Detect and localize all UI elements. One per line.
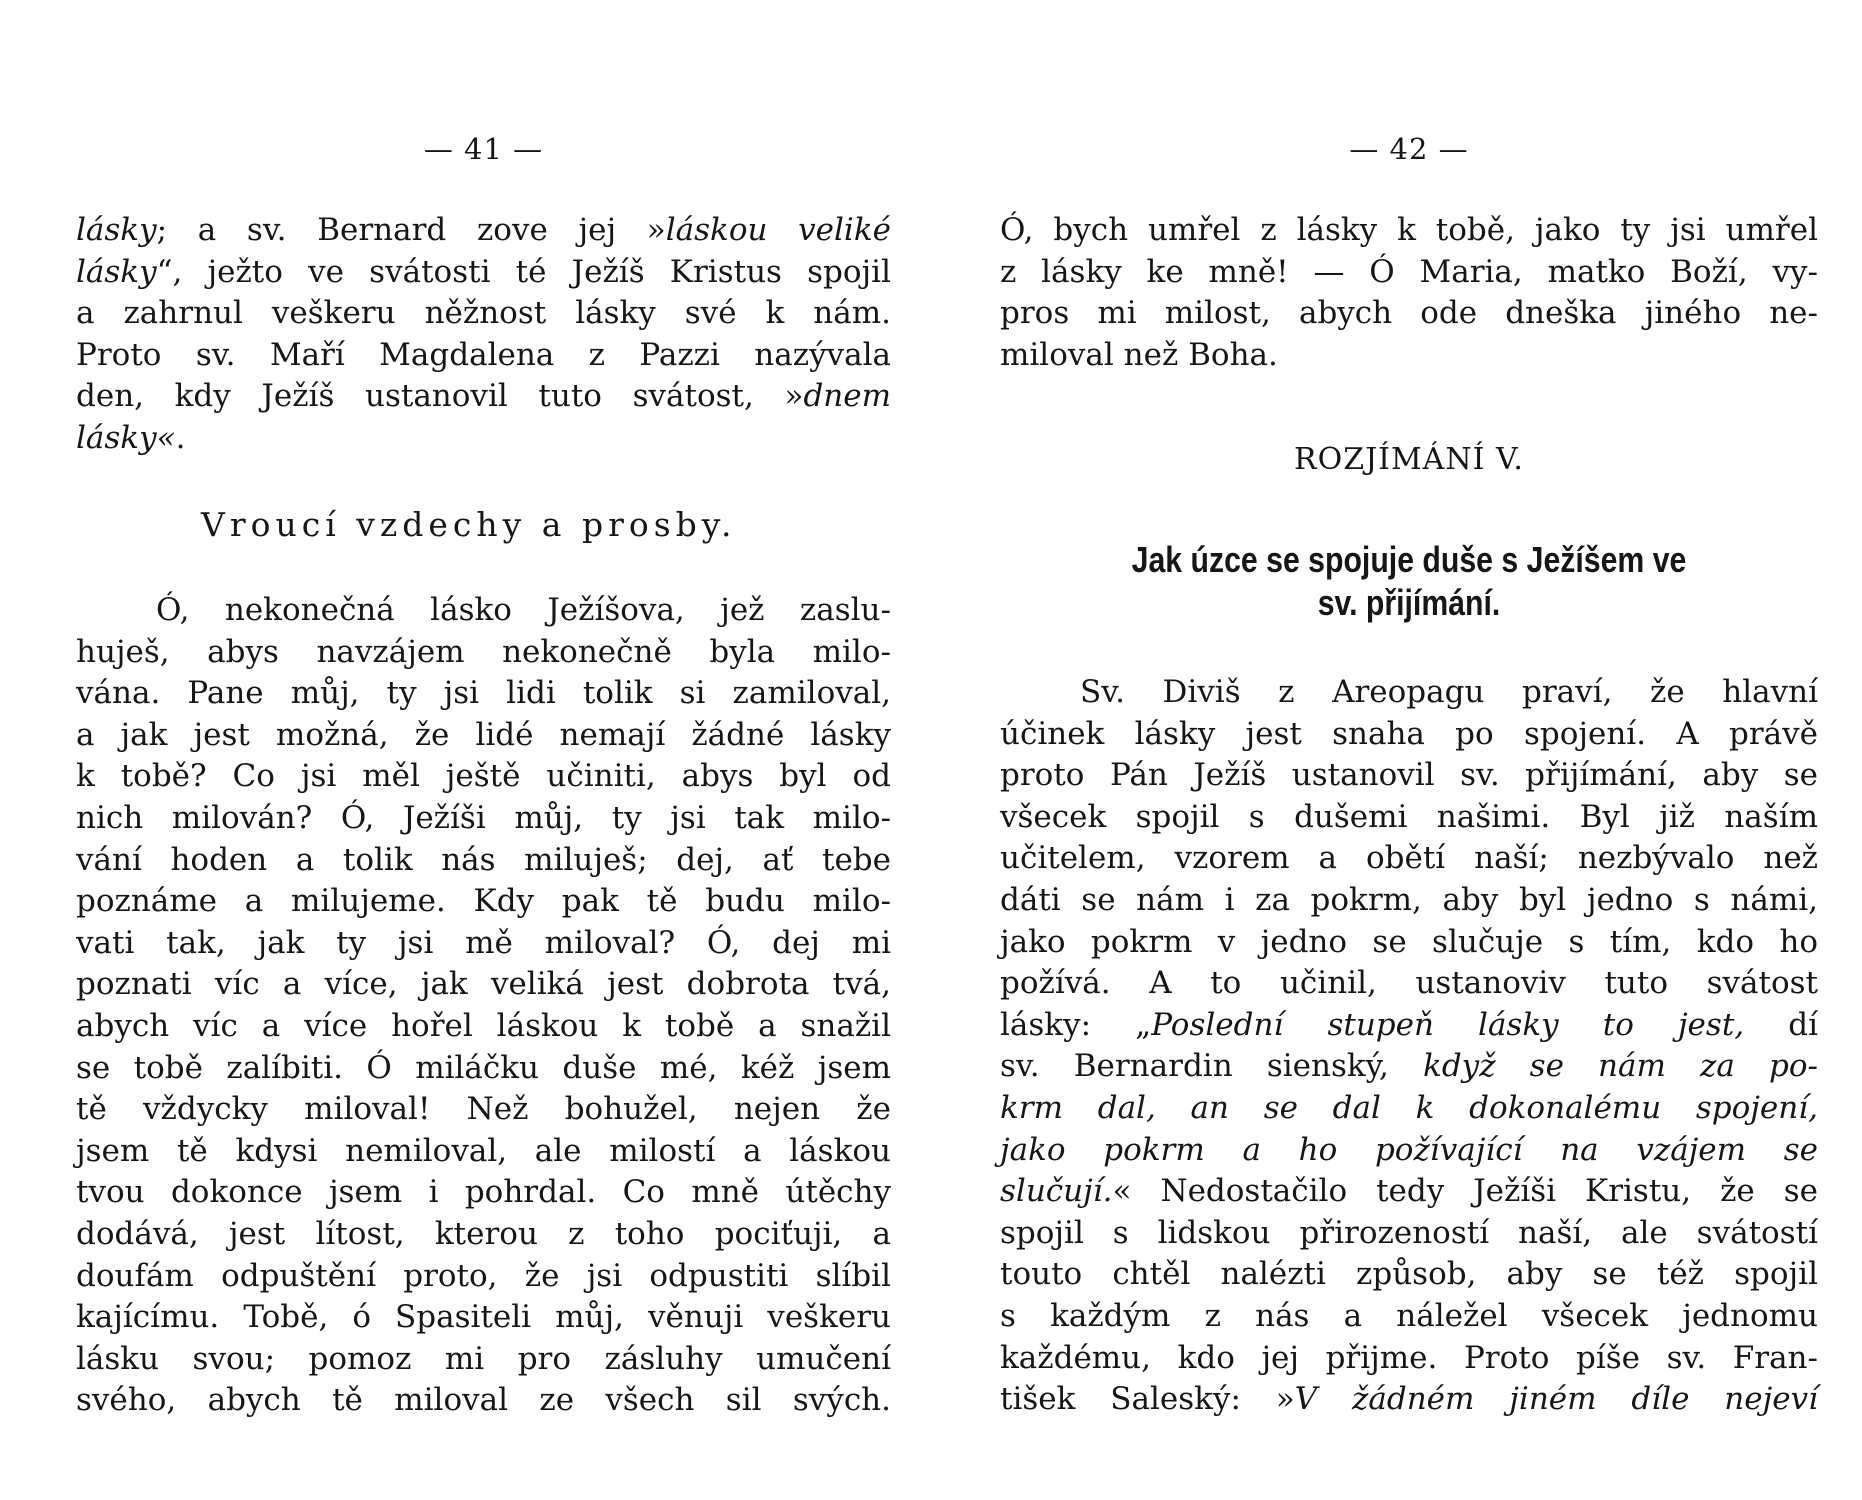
text-line [76, 418, 891, 460]
text-segment: Sv. Diviš z Areopagu praví, že hlavní [1080, 674, 1818, 710]
section-label: ROZJÍMÁNÍ V. [1294, 442, 1524, 477]
text-line [1000, 714, 1818, 756]
text-line [1000, 1213, 1818, 1255]
text-segment: proto Pán Ježíš ustanovil sv. přijímání, aby se [1000, 757, 1818, 794]
text-line: nich milován? Ó, Ježíši můj, ty jsi tak milo- [76, 799, 891, 836]
italic-text: jako pokrm a ho požívající na vzájem se [1000, 1131, 1818, 1168]
text-line [1000, 1338, 1818, 1380]
text-line [1000, 1171, 1818, 1213]
italic-text: lásky [76, 253, 157, 290]
text-line [76, 376, 891, 418]
right-top-paragraph [1000, 210, 1818, 376]
text-line: poznati víc a více, jak veliká jest dobrota tvá, [76, 966, 891, 1003]
text-line: kajícímu. Tobě, ó Spasiteli můj, věnuji veškeru [76, 1299, 891, 1336]
text-segment: sv. Bernardin sienský, [1000, 1048, 1424, 1085]
text-line: jsem tě kdysi nemiloval, ale milostí a láskou [76, 1132, 891, 1169]
subheading: Vroucí vzdechy a prosby. [201, 505, 737, 544]
text-segment: účinek lásky jest snaha po spojení. A právě [1000, 715, 1818, 752]
text-line [1000, 922, 1818, 964]
text-segment: “, ježto ve svátosti té Ježíš Kristus spojil [156, 253, 891, 290]
text-line [76, 335, 891, 377]
section-heading [1065, 538, 1752, 624]
text-line [1000, 797, 1818, 839]
italic-text: lásky« [76, 419, 176, 456]
heading-line: Jak úzce se spojuje duše s Ježíšem ve [1131, 539, 1687, 580]
text-line [1000, 1296, 1818, 1338]
italic-text: Poslední stupeň lásky to jest, [1151, 1006, 1745, 1043]
text-segment: ; a sv. Bernard zove jej » [156, 212, 666, 248]
text-segment: požívá. A to učinil, ustanoviv tuto svátost [1000, 965, 1818, 1002]
page-number-left: — 41 — [423, 132, 544, 166]
text-line [1000, 963, 1818, 1005]
text-segment: . [175, 419, 186, 456]
text-line [1000, 672, 1818, 714]
text-line: vána. Pane můj, ty jsi lidi tolik si zamiloval, [76, 675, 891, 712]
text-line: poznáme a milujeme. Kdy pak tě budu milo- [76, 883, 891, 920]
text-segment: tišek Saleský: » [1000, 1381, 1295, 1418]
right-page [1000, 0, 1818, 1500]
italic-text: láskou veliké [665, 212, 891, 248]
text-segment: všecek spojil s dušemi našimi. Byl již naším [1000, 798, 1818, 835]
text-segment: s každým z nás a náležel všecek jednomu [1000, 1297, 1818, 1334]
text-segment: každému, kdo jej přijme. Proto píše sv. Fran- [1000, 1339, 1818, 1376]
text-line [1000, 1130, 1818, 1172]
text-segment: jako pokrm v jedno se slučuje s tím, kdo ho [1000, 923, 1818, 960]
text-line [76, 293, 891, 335]
text-segment: touto chtěl nalézti způsob, aby se též spojil [1000, 1256, 1818, 1293]
italic-text: když se nám za po- [1423, 1048, 1818, 1085]
page-number-right: — 42 — [1349, 132, 1469, 166]
text-line: vati tak, jak ty jsi mě miloval? Ó, dej mi [76, 924, 891, 961]
text-line: a jak jest možná, že lidé nemají žádné lásky [76, 716, 891, 753]
text-line [76, 210, 891, 252]
text-line: dodává, jest lítost, kterou z toho pociťuji, a [76, 1215, 891, 1252]
text-line [1000, 1379, 1818, 1421]
text-line: se tobě zalíbiti. Ó miláčku duše mé, kéž jsem [76, 1049, 891, 1086]
text-line: svého, abych tě miloval ze všech sil svých. [76, 1382, 891, 1419]
text-segment: den, kdy Ježíš ustanovil tuto svátost, » [76, 378, 804, 415]
text-segment: Proto sv. Maří Magdalena z Pazzi nazývala [76, 336, 891, 373]
text-line: lásku svou; pomoz mi pro zásluhy umučení [76, 1340, 891, 1377]
text-line [76, 252, 891, 294]
text-line: Ó, bych umřel z lásky k tobě, jako ty jsi umřel [1000, 212, 1818, 248]
text-line [1000, 1254, 1818, 1296]
text-line: vání hoden a tolik nás miluješ; dej, ať tebe [76, 841, 891, 878]
text-line: tvou dokonce jsem i pohrdal. Co mně útěchy [76, 1174, 891, 1211]
text-line [1000, 1088, 1818, 1130]
italic-text: dnem [803, 378, 891, 415]
text-line: Ó, nekonečná lásko Ježíšova, jež zaslu- [156, 592, 891, 628]
italic-text: lásky [76, 212, 157, 248]
text-line [1000, 880, 1818, 922]
text-line: tě vždycky miloval! Než bohužel, nejen že [76, 1091, 891, 1128]
text-line: doufám odpuštění proto, že jsi odpustiti slíbil [76, 1257, 891, 1294]
text-segment: dáti se nám i za pokrm, aby byl jedno s námi, [1000, 881, 1818, 918]
text-line: z lásky ke mně! — Ó Maria, matko Boží, vy- [1000, 253, 1818, 290]
text-line: huješ, abys navzájem nekonečně byla milo- [76, 633, 891, 670]
text-segment: lásky: „ [1000, 1006, 1152, 1043]
text-line: k tobě? Co jsi měl ještě učiniti, abys byl od [76, 758, 891, 795]
italic-text: V žádném jiném díle nejeví [1294, 1381, 1819, 1418]
text-segment: spojil s lidskou přirozeností naší, ale svátostí [1000, 1214, 1818, 1251]
left-page [76, 0, 891, 1500]
text-line: miloval než Boha. [1000, 336, 1278, 373]
text-segment: « Nedostačilo tedy Ježíši Kristu, že se [1112, 1173, 1818, 1210]
text-segment: dí [1744, 1006, 1818, 1043]
text-line [1000, 1046, 1818, 1088]
text-segment: učitelem, vzorem a obětí naší; nezbývalo než [1000, 840, 1818, 877]
italic-text: krm dal, an se dal k dokonalému spojení, [1000, 1089, 1818, 1126]
text-line [1000, 1005, 1818, 1047]
left-top-paragraph [76, 210, 891, 460]
text-line [1000, 838, 1818, 880]
italic-text: slučují. [1000, 1173, 1113, 1210]
text-line [1000, 755, 1818, 797]
meditation-paragraph [1000, 672, 1818, 1421]
text-segment: a zahrnul veškeru něžnost lásky své k nám. [76, 295, 891, 332]
prayer-paragraph [76, 590, 891, 1422]
text-line: pros mi milost, abych ode dneška jiného ne- [1000, 295, 1818, 332]
text-line: abych víc a více hořel láskou k tobě a snažil [76, 1007, 891, 1044]
heading-line: sv. přijímání. [1317, 582, 1501, 623]
